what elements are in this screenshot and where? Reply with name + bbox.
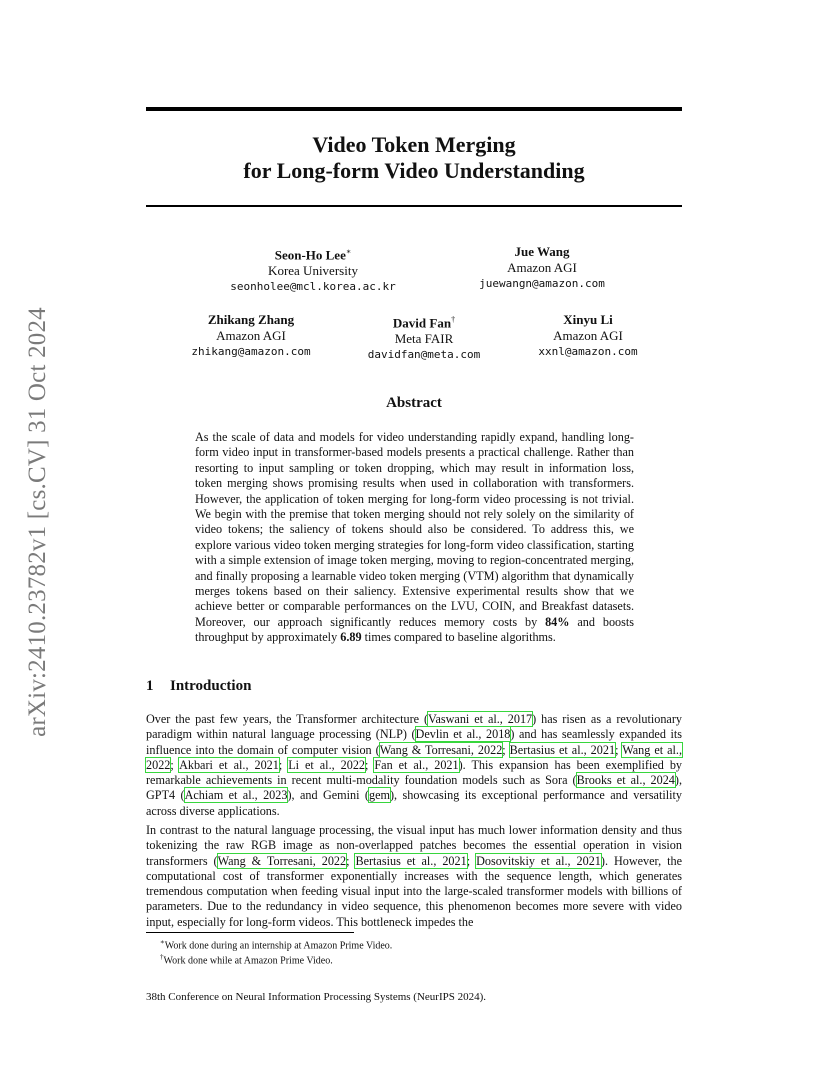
author-affiliation: Amazon AGI <box>553 328 623 343</box>
author-email: juewangn@amazon.com <box>479 277 605 290</box>
body-text: ). However, the computational cost of transformer exponentially increases with the sequence length, which generates tremendous computation when feeding visual input into the large-scaled transformer models with billions of parameters. Due to the redundancy in video sequence, this phenomenon becomes more severe with video input, especially for long-form videos. This bottleneck impedes the <box>146 853 683 929</box>
author-affiliation: Korea University <box>268 263 358 279</box>
intro-paragraph-1 <box>146 712 682 819</box>
intro-paragraph-2 <box>146 823 682 930</box>
author-affiliation: Amazon AGI <box>216 328 286 343</box>
footnote <box>160 951 333 967</box>
citation-link[interactable]: Dosovitskiy et al., 2021 <box>476 853 601 868</box>
conference-footer: 38th Conference on Neural Information Processing Systems (NeurIPS 2024). <box>146 991 487 1003</box>
body-text: Over the past few years, the Transformer architecture ( <box>146 712 429 726</box>
title-top-rule <box>146 107 682 111</box>
abstract-highlight-throughput: 6.89 <box>340 630 362 645</box>
author-name: David Fan <box>392 315 452 331</box>
body-text: In contrast to the natural language processing, the visual input has much lower information density and thus tokenizing the raw RGB image as non-overlapped patches becomes the essential operation in vision transformers ( <box>146 823 682 868</box>
citation-link[interactable]: Akbari et al., 2021 <box>179 757 279 772</box>
author-email: zhikang@amazon.com <box>191 345 311 358</box>
body-text: ; <box>365 757 375 772</box>
body-text: ; <box>346 853 356 868</box>
author-affiliation: Amazon AGI <box>507 260 577 275</box>
author-block <box>230 244 396 295</box>
citation-link[interactable]: Brooks et al., 2024 <box>576 773 675 788</box>
abstract-text: As the scale of data and models for video understanding rapidly expand, handling long-form video input in transformer-based models presents a practical challenge. Rather than resorting to input sampling or token dropping, which may result in information loss, token merging shows promising results when used in collaboration with transformers. However, the application of token merging for long-form video processing is not trivial. We begin with the premise that token merging should not rely solely on the similarity of video tokens; the saliency of tokens should also be considered. To address this, we explore various video token merging strategies for long-form video classification, starting with a simple extension of image token merging, moving to region-concentrated merging, and finally proposing a learnable video token merging (VTM) algorithm that dynamically merges tokens based on their saliency. Extensive experimental results show that we achieve better or comparable performances on the LVU, COIN, and Breakfast datasets. Moreover, our approach significantly reduces memory costs by <box>195 430 634 629</box>
footnote <box>160 936 392 952</box>
body-text: ) has risen as a revolutionary paradigm within natural language processing (NLP) ( <box>146 712 682 742</box>
body-text: ) and has seamlessly expanded its influence into the domain of computer vision ( <box>146 727 682 757</box>
section-title: Introduction <box>170 678 252 694</box>
citation-link[interactable]: Fan et al., 2021 <box>374 757 459 772</box>
section-heading <box>146 678 251 695</box>
footnote-text: Work done during an internship at Amazon Prime Video. <box>164 940 393 952</box>
section-number: 1 <box>146 678 154 694</box>
citation-link[interactable]: Bertasius et al., 2021 <box>509 742 616 757</box>
citation-link[interactable]: Wang & Torresani, 2022 <box>379 742 503 757</box>
citation-link[interactable]: Vaswani et al., 2017 <box>428 712 533 726</box>
author-email: davidfan@meta.com <box>367 348 481 362</box>
citation-link[interactable]: gem <box>369 788 390 803</box>
citation-link[interactable]: Bertasius et al., 2021 <box>355 853 467 868</box>
body-text: ; <box>466 853 477 868</box>
author-block <box>538 312 637 360</box>
citation-link[interactable]: Wang & Torresani, 2022 <box>217 853 347 868</box>
author-footnote-mark: ∗ <box>345 247 352 256</box>
author-block <box>479 244 605 292</box>
body-text: ), GPT4 ( <box>146 773 682 803</box>
paper-title <box>146 132 682 184</box>
author-name: Xinyu Li <box>563 312 613 327</box>
abstract-text: and boosts throughput by approximately <box>195 614 635 645</box>
title-bottom-rule <box>146 205 682 207</box>
author-name: Jue Wang <box>514 244 570 259</box>
author-footnote-mark: † <box>451 315 456 324</box>
body-text: ; <box>278 757 289 772</box>
author-name: Zhikang Zhang <box>207 312 295 327</box>
footnote-mark: ∗ <box>160 938 165 946</box>
arxiv-identifier: arXiv:2410.23782v1 [cs.CV] 31 Oct 2024 <box>24 307 51 737</box>
author-block <box>368 312 481 363</box>
body-text: ), showcasing its exceptional performance and versatility across diverse applications. <box>146 788 682 818</box>
author-email: xxnl@amazon.com <box>538 345 638 358</box>
author-email: seonholee@mcl.korea.ac.kr <box>230 280 396 294</box>
abstract-highlight-memory: 84% <box>545 614 570 629</box>
title-line-1: Video Token Merging <box>312 132 516 157</box>
footnote-rule <box>146 932 354 933</box>
title-line-2: for Long-form Video Understanding <box>243 158 585 183</box>
author-block <box>191 312 310 360</box>
body-text: ; <box>502 742 510 757</box>
abstract-heading: Abstract <box>386 395 442 411</box>
citation-link[interactable]: Wang et al., 2022 <box>146 742 682 772</box>
abstract-body <box>195 430 634 646</box>
body-text: ), and Gemini ( <box>287 788 369 803</box>
citation-link[interactable]: Achiam et al., 2023 <box>184 788 288 803</box>
body-text: ; <box>170 757 180 772</box>
citation-link[interactable]: Devlin et al., 2018 <box>415 727 511 742</box>
author-name: Seon-Ho Lee <box>274 247 346 263</box>
citation-link[interactable]: Li et al., 2022 <box>288 757 366 772</box>
abstract-text: times compared to baseline algorithms. <box>361 630 556 645</box>
footnote-text: Work done while at Amazon Prime Video. <box>163 955 333 967</box>
body-text: ). This expansion has been exemplified by remarkable achievements in recent multi-modality foundation models such as Sora ( <box>146 757 683 788</box>
body-text: ; <box>615 742 623 757</box>
footnote-mark: † <box>160 953 164 961</box>
author-affiliation: Meta FAIR <box>394 331 454 347</box>
